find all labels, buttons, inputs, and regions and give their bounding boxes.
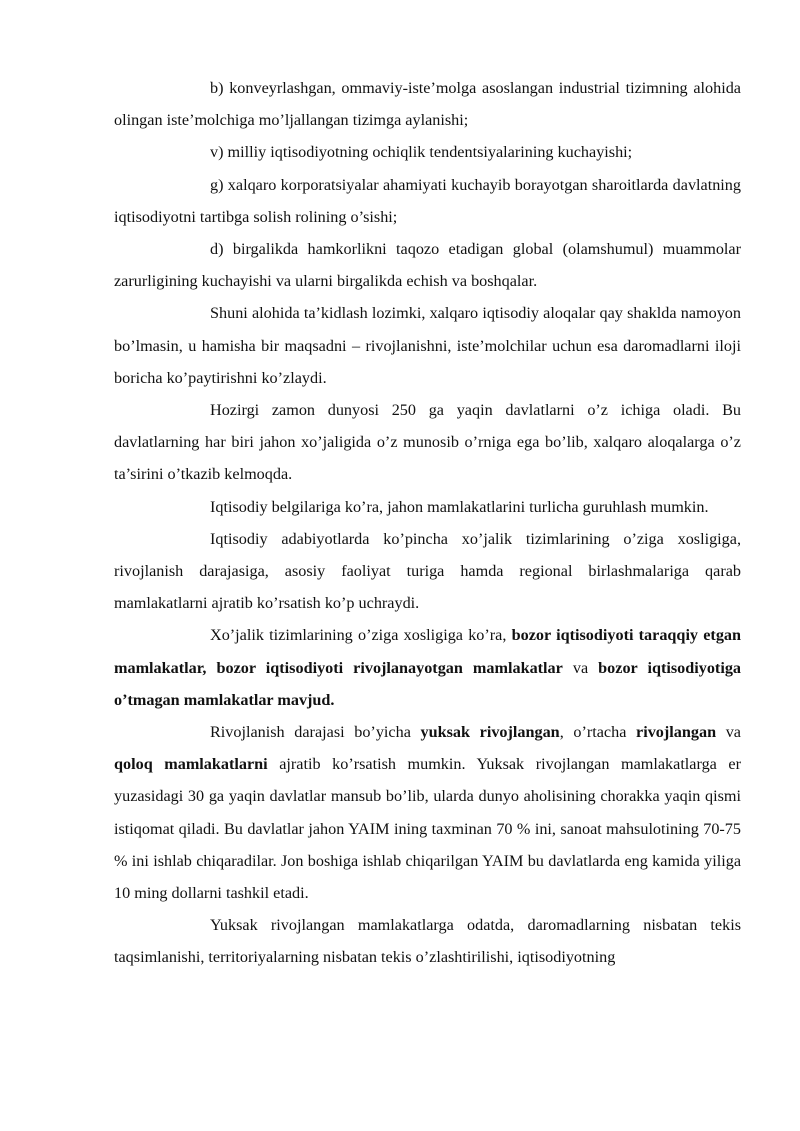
paragraph bbox=[114, 716, 741, 909]
text-run: ajratib ko’rsatish mumkin. Yuksak rivojlangan mamlakatlarga er yuzasidagi 30 ga yaqin davlatlar mansub bo’lib, ularda dunyo aholisining chorakka yaqin qismi istiqomat qiladi. Bu davlatlar jahon YAIM ining taxminan 70 % ini, sanoat mahsulotining 70-75 % ini ishlab chiqaradilar. Jon boshiga ishlab chiqarilgan YAIM bu davlatlarda eng kamida yiliga 10 ming dollarni tashkil etadi. bbox=[114, 755, 742, 903]
paragraph bbox=[114, 72, 741, 136]
paragraph bbox=[114, 136, 741, 168]
paragraph bbox=[114, 394, 741, 491]
paragraph bbox=[114, 491, 741, 523]
text-run: Xo’jalik tizimlarining o’ziga xosligiga ko’ra, bbox=[210, 626, 512, 645]
text-run: v) milliy iqtisodiyotning ochiqlik tendentsiyalarining kuchayishi; bbox=[210, 143, 633, 162]
text-run: Iqtisodiy adabiyotlarda ko’pincha xo’jalik tizimlarining o’ziga xosligiga, rivojlanish darajasiga, asosiy faoliyat turiga hamda regional birlashmalariga qarab mamlakatlarni ajratib ko’rsatish ko’p uchraydi. bbox=[114, 529, 741, 613]
paragraph bbox=[114, 619, 741, 716]
text-run: va bbox=[562, 658, 599, 677]
text-run: d) birgalikda hamkorlikni taqozo etadigan global (olamshumul) muammolar zarurligining kuchayishi va ularni birgalikda echish va boshqalar. bbox=[114, 240, 741, 291]
text-run: g) xalqaro korporatsiyalar ahamiyati kuchayib borayotgan sharoitlarda davlatning iqtisodiyotni tartibga solish rolining o’sishi; bbox=[114, 175, 741, 226]
text-run: , o’rtacha bbox=[559, 723, 637, 742]
paragraph bbox=[114, 909, 741, 973]
paragraph bbox=[114, 297, 741, 394]
text-run: Shuni alohida ta’kidlash lozimki, xalqaro iqtisodiy aloqalar qay shaklda namoyon bo’lmasin, u hamisha bir maqsadni – rivojlanishni, iste’molchilar uchun esa daromadlarni iloji boricha ko’paytirishni ko’zlaydi. bbox=[114, 304, 741, 387]
text-run: va bbox=[716, 723, 741, 742]
paragraph bbox=[114, 233, 741, 297]
text-run: Rivojlanish darajasi bo’yicha bbox=[210, 723, 421, 742]
paragraph bbox=[114, 169, 741, 233]
bold-text-run: yuksak rivojlangan bbox=[420, 723, 560, 742]
text-run: Hozirgi zamon dunyosi 250 ga yaqin davlatlarni o’z ichiga oladi. Bu davlatlarning har biri jahon xo’jaligida o’z munosib o’rniga ega bo’lib, xalqaro aloqalarga o’z ta’sirini o’tkazib kelmoqda. bbox=[114, 401, 741, 484]
bold-text-run: bozor iqtisodiyoti taraqqiy etgan mamlakatlar, bozor iqtisodiyoti rivojlanayotgan mamlakatlar bbox=[114, 626, 742, 677]
document-page bbox=[114, 72, 741, 974]
text-run: Iqtisodiy belgilariga ko’ra, jahon mamlakatlarini turlicha guruhlash mumkin. bbox=[210, 497, 709, 516]
text-run: b) konveyrlashgan, ommaviy-iste’molga asoslangan industrial tizimning alohida olingan iste’molchiga mo’ljallangan tizimga aylanishi; bbox=[114, 79, 741, 130]
text-run: Yuksak rivojlangan mamlakatlarga odatda, daromadlarning nisbatan tekis taqsimlanishi, territoriyalarning nisbatan tekis o’zlashtirilishi, iqtisodiyotning bbox=[114, 916, 741, 967]
paragraph bbox=[114, 523, 741, 620]
bold-text-run: bozor iqtisodiyotiga o’tmagan mamlakatlar mavjud. bbox=[114, 658, 742, 709]
bold-text-run: rivojlangan bbox=[636, 723, 717, 742]
bold-text-run: qoloq mamlakatlarni bbox=[114, 755, 268, 774]
